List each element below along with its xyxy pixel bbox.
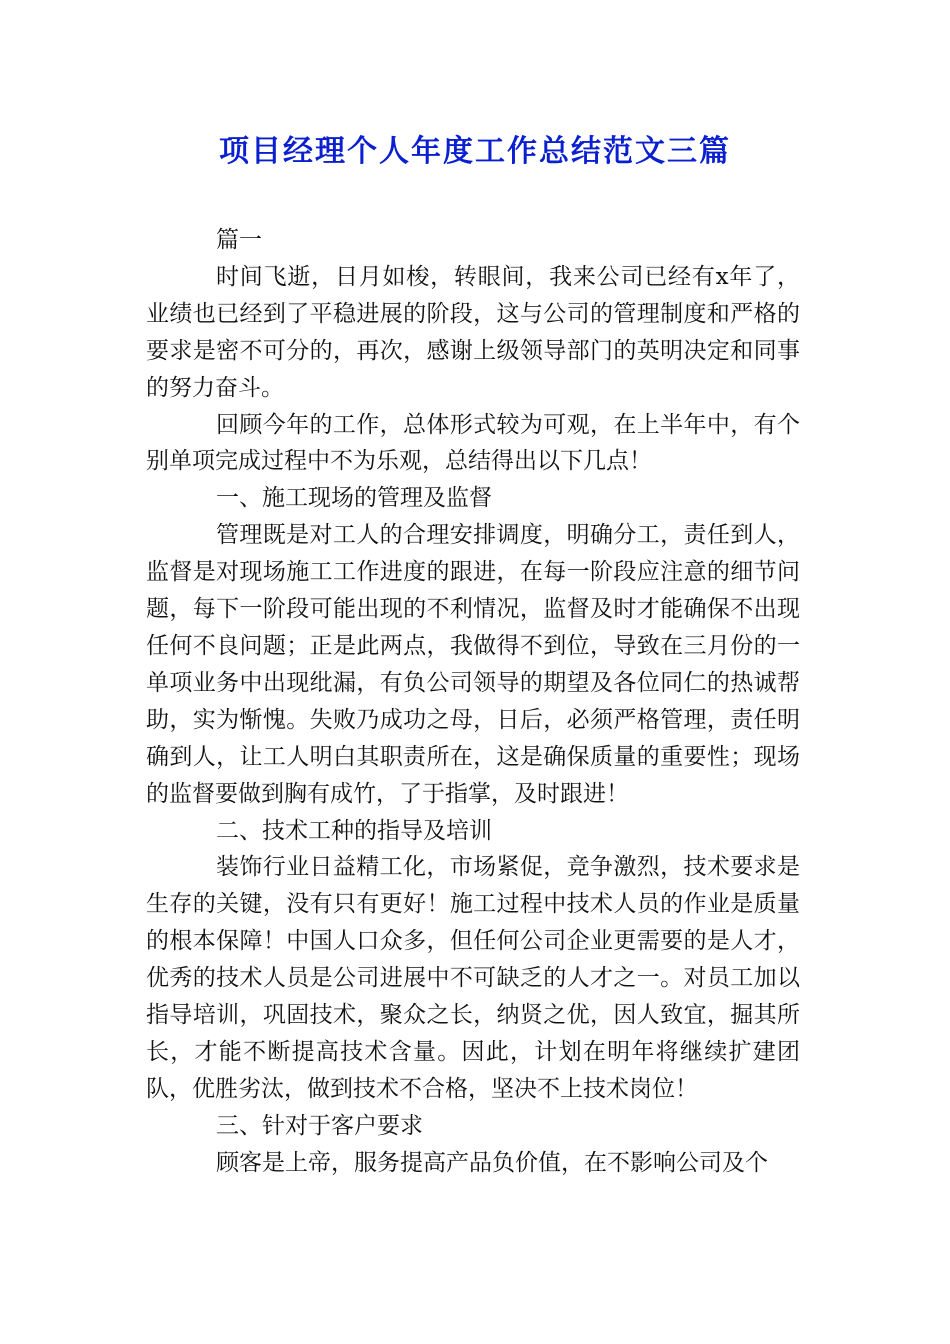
document-title: 项目经理个人年度工作总结范文三篇 bbox=[219, 134, 731, 169]
section-text-customer-requirements: 顾客是上帝，服务提高产品负价值，在不影响公司及个 bbox=[216, 1149, 768, 1176]
section-heading-technical-training: 二、技术工种的指导及培训 bbox=[216, 817, 492, 844]
section-text-technical-training: 装饰行业日益精工化，市场紧促，竞争激烈，技术要求是生存的关键，没有只有更好！施工过程中技术人员的作业是质量的根本保障！中国人口众多，但任何公司企业更需要的是人才，优秀的技术人员是公司进展中不可缺乏的人才之一。对员工加以指导培训，巩固技术，聚众之长，纳贤之优，因人致宜，掘其所长，才能不断提高技术含量。因此，计划在明年将继续扩建团队，优胜劣汰，做到技术不合格，坚决不上技术岗位！ bbox=[146, 854, 800, 1102]
section-text-site-management: 管理既是对工人的合理安排调度，明确分工，责任到人，监督是对现场施工工作进度的跟进，在每一阶段应注意的细节问题，每下一阶段可能出现的不利情况，监督及时才能确保不出现任何不良问题；正是此两点，我做得不到位，导致在三月份的一单项业务中出现纰漏，有负公司领导的期望及各位同仁的热诚帮助，实为惭愧。失败乃成功之母，日后，必须严格管理，责任明确到人，让工人明白其职责所在，这是确保质量的重要性；现场的监督要做到胸有成竹，了于指掌，及时跟进！ bbox=[146, 522, 800, 807]
section-label: 篇一 bbox=[216, 227, 262, 253]
paragraph-intro: 时间飞逝，日月如梭，转眼间，我来公司已经有x年了，业绩也已经到了平稳进展的阶段，这与公司的管理制度和严格的要求是密不可分的，再次，感谢上级领导部门的英明决定和同事的努力奋斗。 bbox=[146, 263, 800, 401]
section-heading-site-management: 一、施工现场的管理及监督 bbox=[216, 485, 492, 512]
document-body bbox=[146, 222, 800, 1182]
paragraph-review: 回顾今年的工作，总体形式较为可观，在上半年中，有个别单项完成过程中不为乐观，总结得出以下几点！ bbox=[146, 411, 800, 475]
section-heading-customer-requirements: 三、针对于客户要求 bbox=[216, 1112, 423, 1139]
